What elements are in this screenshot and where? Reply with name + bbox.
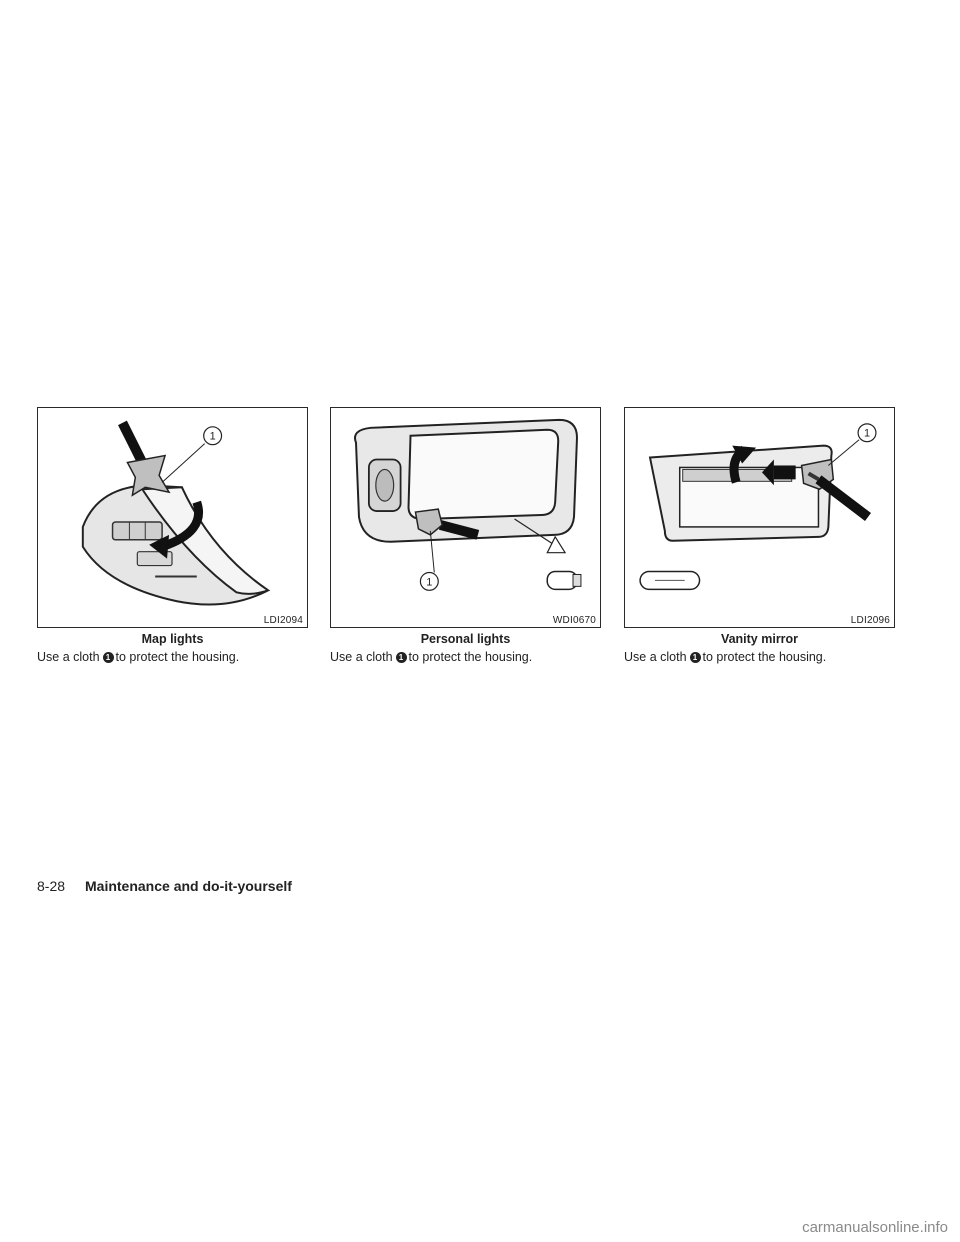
- callout-number-icon: 1: [690, 652, 701, 663]
- caption-text: to protect the housing.: [115, 650, 240, 664]
- page-number: 8-28: [37, 878, 66, 894]
- map-lights-illustration: [38, 408, 307, 627]
- callout-label: 1: [863, 427, 871, 440]
- figure-title: Map lights: [141, 632, 204, 646]
- figure-code: LDI2094: [263, 615, 303, 626]
- callout-label: 1: [209, 430, 216, 443]
- section-title: Maintenance and do-it-yourself: [85, 878, 292, 894]
- figure-code: WDI0670: [552, 615, 596, 626]
- callout-number-icon: 1: [103, 652, 114, 663]
- figure-caption: [624, 650, 826, 664]
- figure-code: LDI2096: [850, 615, 890, 626]
- figure-title: Personal lights: [420, 632, 511, 646]
- figure-caption: [330, 650, 532, 664]
- caption-text: to protect the housing.: [702, 650, 827, 664]
- watermark: carmanualsonline.info: [802, 1219, 948, 1236]
- caption-text: Use a cloth: [330, 650, 393, 664]
- caption-text: Use a cloth: [624, 650, 687, 664]
- personal-lights-illustration: [331, 408, 600, 627]
- callout-number-icon: 1: [396, 652, 407, 663]
- figure-map-lights: [37, 407, 308, 628]
- caption-text: to protect the housing.: [408, 650, 533, 664]
- figure-personal-lights: [330, 407, 601, 628]
- callout-label: 1: [426, 576, 433, 589]
- figure-vanity-mirror: [624, 407, 895, 628]
- vanity-mirror-illustration: [625, 408, 894, 627]
- figure-caption: [37, 650, 239, 664]
- figure-title: Vanity mirror: [720, 632, 799, 646]
- caption-text: Use a cloth: [37, 650, 100, 664]
